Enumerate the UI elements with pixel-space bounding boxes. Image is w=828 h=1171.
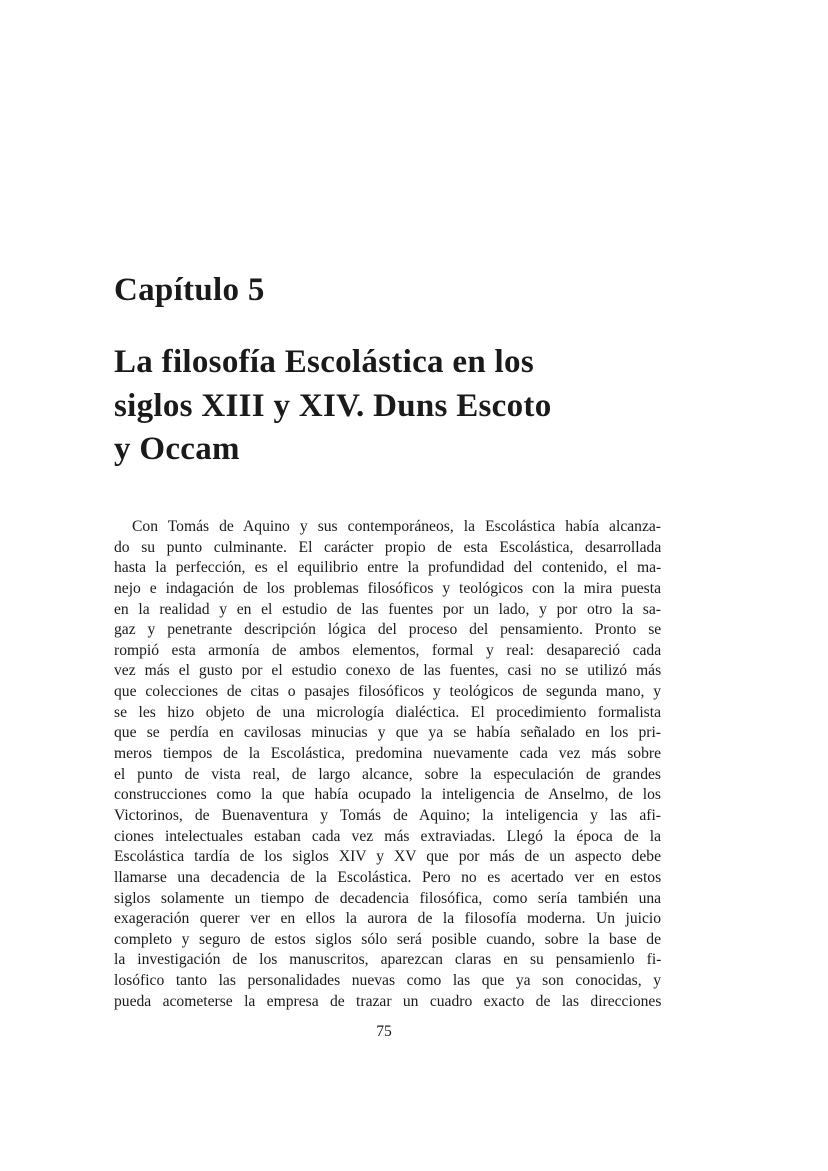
text-line: vez más el gusto por el estudio conexo de las fuentes, casi no se utilizó más xyxy=(114,662,662,680)
text-line: se les hizo objeto de una micrología dialéctica. El procedimiento formalista xyxy=(114,703,661,721)
text-line: construcciones como la que había ocupado la inteligencia de Anselmo, de los xyxy=(114,786,661,804)
text-line: rompió esta armonía de ambos elementos, formal y real: desapareció cada xyxy=(114,641,662,659)
text-line: gaz y penetrante descripción lógica del proceso del pensamiento. Pronto se xyxy=(114,621,662,639)
text-line: do su punto culminante. El carácter propio de esta Escolástica, desarrollada xyxy=(114,538,662,556)
text-line: que colecciones de citas o pasajes filosóficos y teológicos de segunda mano, y xyxy=(114,683,662,701)
text-line: ciones intelectuales estaban cada vez más extraviadas. Llegó la época de la xyxy=(114,827,661,845)
text-line: que se perdía en cavilosas minucias y que ya se había señalado en los pri- xyxy=(114,724,661,742)
text-line: losófico tanto las personalidades nuevas como las que ya son conocidas, y xyxy=(114,972,661,990)
chapter-title-line: La filosofía Escolástica en los xyxy=(114,344,534,380)
text-line: hasta la perfección, es el equilibrio entre la profundidad del contenido, el ma- xyxy=(114,559,662,577)
chapter-title-line: y Occam xyxy=(114,431,240,467)
text-line: pueda acometerse la empresa de trazar un cuadro exacto de las direcciones xyxy=(114,992,662,1010)
text-line: el punto de vista real, de largo alcance, sobre la especulación de grandes xyxy=(114,765,661,783)
text-line: exageración querer ver en ellos la aurora de la filosofía moderna. Un juicio xyxy=(114,910,662,928)
text-line: completo y seguro de estos siglos sólo será posible cuando, sobre la base de xyxy=(114,930,661,948)
text-line: siglos solamente un tiempo de decadencia filosófica, como sería también una xyxy=(114,889,662,907)
text-line: Victorinos, de Buenaventura y Tomás de Aquino; la inteligencia y las afi- xyxy=(114,806,661,824)
chapter-title xyxy=(114,341,674,472)
text-line: en la realidad y en el estudio de las fuentes por un lado, y por otro la sa- xyxy=(114,600,661,618)
chapter-title-line: siglos XIII y XIV. Duns Escoto xyxy=(114,387,552,424)
text-line: nejo e indagación de los problemas filosóficos y teológicos con la mira puesta xyxy=(114,579,661,597)
text-line: Escolástica tardía de los siglos XIV y XV que por más de un aspecto debe xyxy=(114,848,661,866)
text-line: la investigación de los manuscritos, aparezcan claras en su pensamienlo fi- xyxy=(114,951,662,969)
chapter-label: Capítulo 5 xyxy=(114,272,265,308)
text-line: llamarse una decadencia de la Escolástica. Pero no es acertado ver en estos xyxy=(114,868,662,886)
page-number: 75 xyxy=(376,1023,392,1040)
body-paragraph xyxy=(114,517,661,1012)
text-line: Con Tomás de Aquino y sus contemporáneos, la Escolástica había alcanza- xyxy=(132,518,661,535)
text-line: meros tiempos de la Escolástica, predomina nuevamente cada vez más sobre xyxy=(114,745,661,763)
